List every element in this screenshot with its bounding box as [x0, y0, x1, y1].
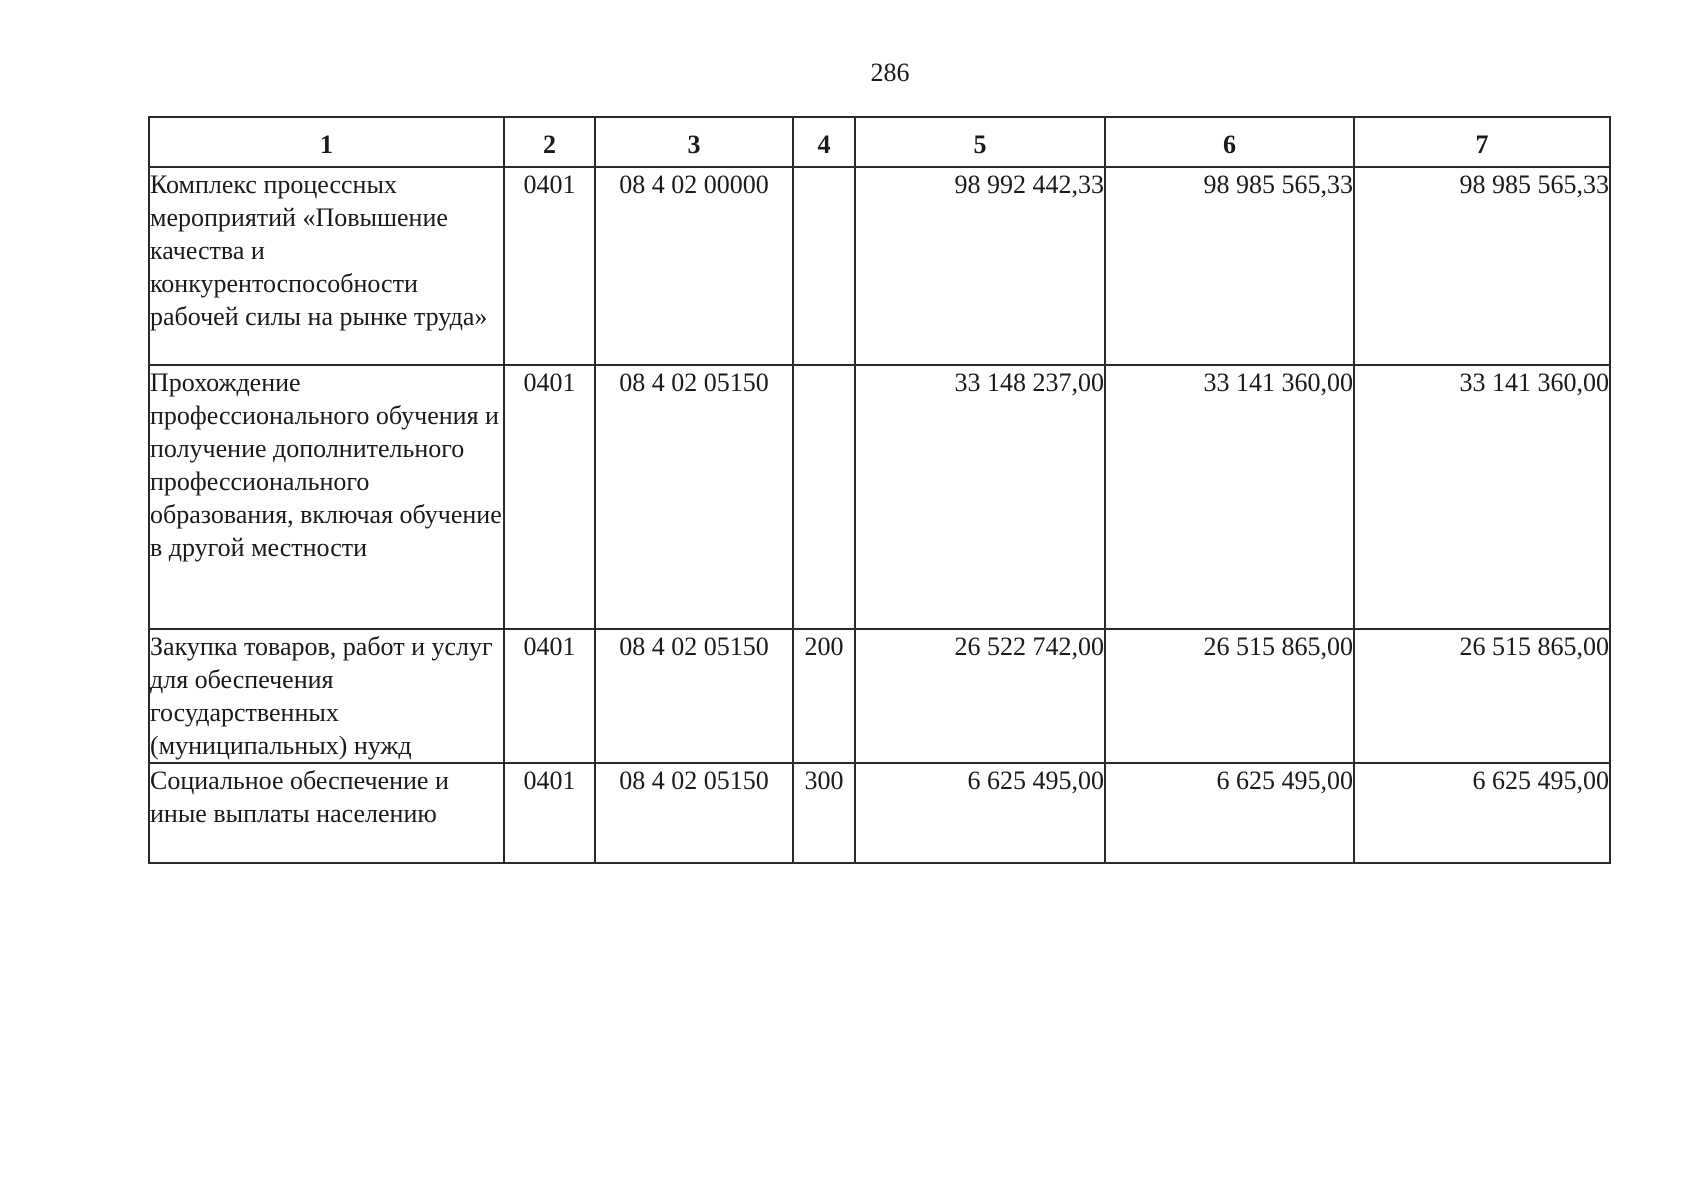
expense-type-cell: 300: [793, 763, 855, 863]
target-article-cell: 08 4 02 05150: [595, 629, 793, 763]
amount-3-cell: 98 985 565,33: [1354, 167, 1610, 365]
budget-table: [148, 116, 1611, 864]
section-code-cell: 0401: [504, 167, 595, 365]
column-header-3: 3: [595, 117, 793, 167]
expense-type-cell: [793, 365, 855, 629]
column-header-7: 7: [1354, 117, 1610, 167]
expense-type-cell: [793, 167, 855, 365]
column-header-2: 2: [504, 117, 595, 167]
amount-3-cell: 33 141 360,00: [1354, 365, 1610, 629]
target-article-cell: 08 4 02 05150: [595, 763, 793, 863]
table-header-row: [149, 117, 1610, 167]
amount-2-cell: 98 985 565,33: [1105, 167, 1354, 365]
page-number: 286: [870, 58, 910, 87]
amount-3-cell: 26 515 865,00: [1354, 629, 1610, 763]
amount-1-cell: 26 522 742,00: [855, 629, 1105, 763]
amount-2-cell: 6 625 495,00: [1105, 763, 1354, 863]
table-row: [149, 167, 1610, 365]
section-code-cell: 0401: [504, 763, 595, 863]
amount-1-cell: 33 148 237,00: [855, 365, 1105, 629]
table-row: [149, 629, 1610, 763]
table-row: [149, 365, 1610, 629]
row-name-cell: Закупка товаров, работ и услуг для обеспечения государственных (муниципальных) нужд: [149, 629, 504, 763]
section-code-cell: 0401: [504, 629, 595, 763]
column-header-5: 5: [855, 117, 1105, 167]
target-article-cell: 08 4 02 05150: [595, 365, 793, 629]
section-code-cell: 0401: [504, 365, 595, 629]
row-name-cell: Социальное обеспечение и иные выплаты населению: [149, 763, 504, 863]
amount-1-cell: 98 992 442,33: [855, 167, 1105, 365]
target-article-cell: 08 4 02 00000: [595, 167, 793, 365]
expense-type-cell: 200: [793, 629, 855, 763]
column-header-6: 6: [1105, 117, 1354, 167]
amount-2-cell: 26 515 865,00: [1105, 629, 1354, 763]
row-name-cell: Прохождение профессионального обучения и получение дополнительного профессионального образования, включая обучение в другой местности: [149, 365, 504, 629]
column-header-4: 4: [793, 117, 855, 167]
amount-3-cell: 6 625 495,00: [1354, 763, 1610, 863]
column-header-1: 1: [149, 117, 504, 167]
amount-1-cell: 6 625 495,00: [855, 763, 1105, 863]
row-name-cell: Комплекс процессных мероприятий «Повышение качества и конкурентоспособности рабочей силы на рынке труда»: [149, 167, 504, 365]
table-row: [149, 763, 1610, 863]
amount-2-cell: 33 141 360,00: [1105, 365, 1354, 629]
